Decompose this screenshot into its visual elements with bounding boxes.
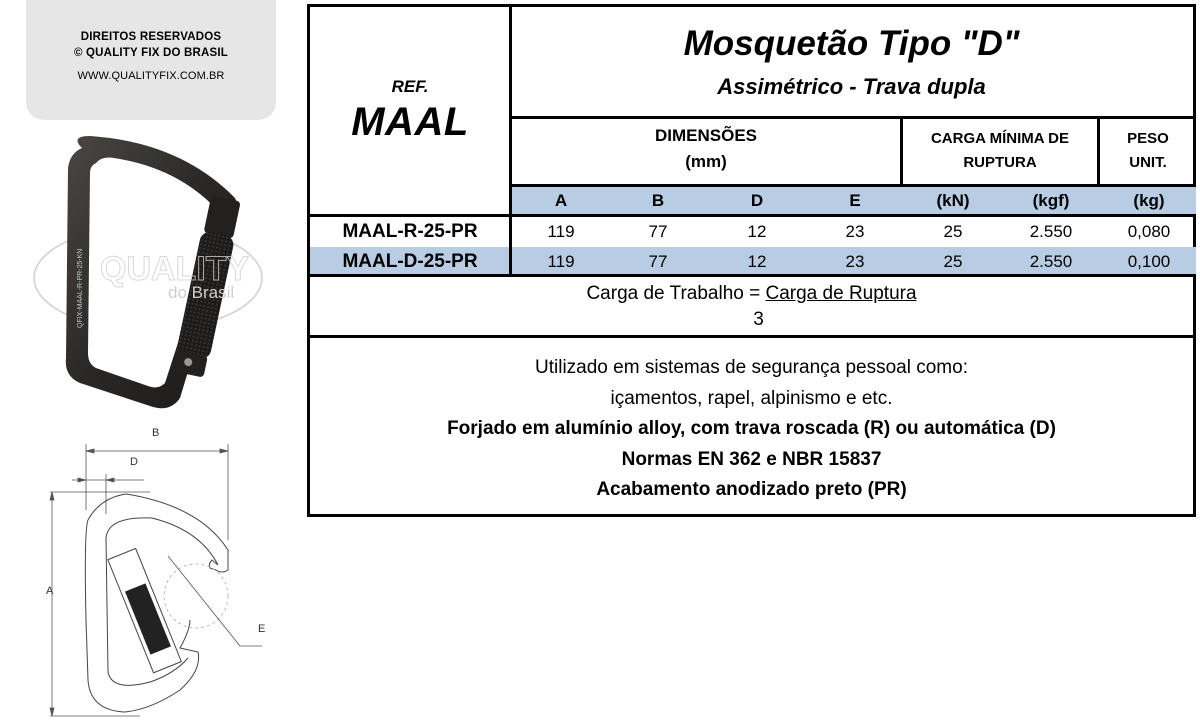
row-2-model: MAAL-D-25-PR (342, 251, 478, 272)
dimensions-header: DIMENSÕES (mm) (654, 126, 758, 171)
formula-bottom-divider (310, 335, 1196, 338)
col-header-e: E (849, 191, 861, 210)
row-1-a: 119 (547, 222, 575, 241)
dimension-drawing-icon (40, 420, 280, 723)
row-1-kgf: 2.550 (1029, 222, 1073, 241)
col-header-kn: (kN) (936, 191, 970, 210)
col-header-d: D (750, 191, 764, 210)
description-line-4: Normas EN 362 e NBR 15837 (621, 448, 882, 470)
row-2-d: 12 (747, 252, 767, 271)
breaking-load-header: CARGA MÍNIMA DE RUPTURA (930, 130, 1070, 171)
col-header-kgf: (kgf) (1032, 191, 1070, 210)
row-1-d: 12 (747, 222, 767, 241)
website-text: WWW.QUALITYFIX.COM.BR (77, 70, 225, 82)
description-line-3: Forjado em alumínio alloy, com trava roscada (R) ou automática (D) (447, 418, 1056, 439)
row-2-kg: 0,100 (1127, 252, 1171, 271)
technical-drawing (40, 420, 280, 723)
spec-table (307, 4, 1196, 517)
col-header-b: B (651, 191, 665, 210)
copyright-line-2: © QUALITY FIX DO BRASIL (73, 47, 229, 59)
product-title: Mosquetão Tipo "D" (683, 24, 1020, 63)
row-1-model: MAAL-R-25-PR (342, 221, 478, 242)
svg-text:A: A (46, 585, 54, 597)
row-2-a: 119 (547, 252, 575, 271)
carabiner-photo-icon (30, 128, 270, 413)
col-header-kg: (kg) (1133, 191, 1165, 210)
title-divider (509, 116, 1196, 119)
row-1-b: 77 (648, 222, 668, 241)
formula-denominator: 3 (753, 309, 764, 330)
svg-text:QFIX-MAAL-R-PR-25-KN: QFIX-MAAL-R-PR-25-KN (77, 248, 84, 328)
row-2-kgf: 2.550 (1029, 252, 1073, 271)
weight-header: PESO UNIT. (1127, 130, 1169, 171)
row-1-e: 23 (845, 222, 865, 241)
copyright-card (26, 0, 276, 120)
formula-prefix: Carga de Trabalho = (586, 283, 766, 304)
row-1-kg: 0,080 (1127, 222, 1171, 241)
svg-text:do Brasil: do Brasil (168, 283, 235, 302)
ref-label: REF. (391, 77, 429, 96)
row-2-b: 77 (648, 252, 668, 271)
col-header-a: A (554, 191, 568, 210)
svg-text:B: B (152, 427, 160, 439)
product-photo (30, 128, 270, 413)
svg-text:D: D (130, 456, 138, 468)
svg-text:E: E (258, 623, 266, 635)
working-load-formula (310, 283, 1193, 305)
row-2-e: 23 (845, 252, 865, 271)
product-subtitle: Assimétrico - Trava dupla (717, 74, 986, 99)
formula-numerator: Carga de Ruptura (765, 283, 917, 304)
ref-code: MAAL (351, 100, 469, 144)
description-line-2: içamentos, rapel, alpinismo e etc. (610, 387, 893, 409)
copyright-line-1: DIREITOS RESERVADOS (80, 31, 222, 43)
description-line-1: Utilizado em sistemas de segurança pessoal como: (535, 357, 968, 378)
row-2-kn: 25 (943, 252, 963, 271)
svg-text:QUALITY: QUALITY (100, 250, 250, 288)
description (310, 353, 1193, 506)
row-1-kn: 25 (943, 222, 963, 241)
description-line-5: Acabamento anodizado preto (PR) (596, 479, 907, 500)
